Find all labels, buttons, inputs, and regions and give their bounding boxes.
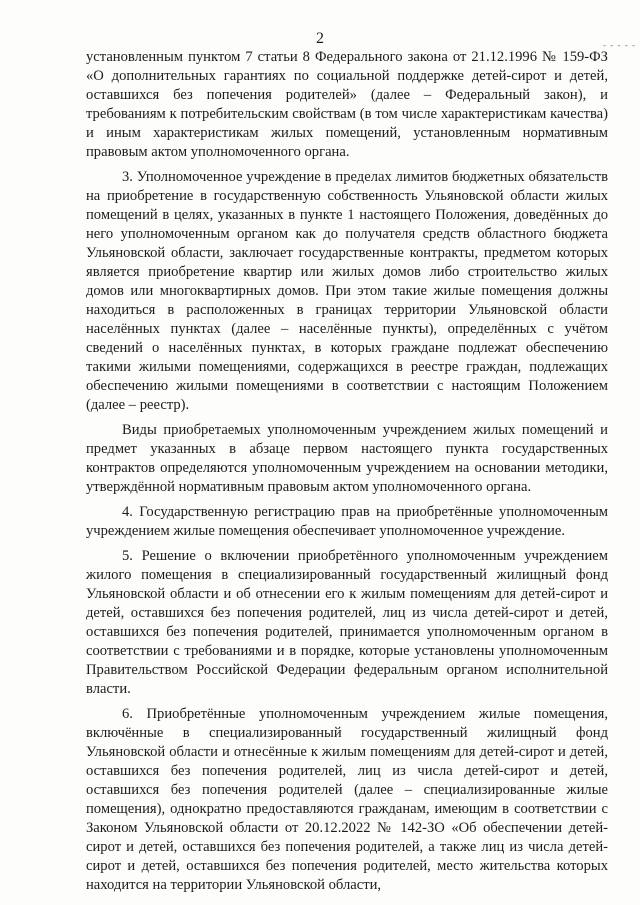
document-body	[86, 48, 608, 895]
edge-mark: - - - - -	[603, 40, 636, 50]
paragraph-item-4: 4. Государственную регистрацию прав на приобретённые уполномоченным учреждением жилые помещения обеспечивает уполномоченное учреждение.	[86, 504, 608, 539]
paragraph-item-3-second: Виды приобретаемых уполномоченным учреждением жилых помещений и предмет указанных в абзаце первом настоящего пункта государственных контрактов определяются уполномоченным учреждением на основании методики, утверждённой нормативным правовым актом уполномоченного органа.	[86, 422, 608, 495]
paragraph-item-6: 6. Приобретённые уполномоченным учреждением жилые помещения, включённые в специализированный государственный жилищный фонд Ульяновской области и отнесённые к жилым помещениям для детей-сирот и детей, оставшихся без попечения родителей, лиц из числа детей-сирот и детей, оставшихся без попечения родителей (далее – специализированные жилые помещения), однократно предоставляются гражданам, имеющим в соответствии с Законом Ульяновской области от 20.12.2022 № 142-ЗО «Об обеспечении детей-сирот и детей, оставшихся без попечения родителей, а также лиц из числа детей-сирот и детей, оставшихся без попечения родителей, место жительства которых находится на территории Ульяновской области,	[86, 706, 608, 893]
paragraph-item-5: 5. Решение о включении приобретённого уполномоченным учреждением жилого помещения в специализированный государственный жилищный фонд Ульяновской области и об отнесении его к жилым помещениям для детей-сирот и детей, оставшихся без попечения родителей, лиц из числа детей-сирот и детей, оставшихся без попечения родителей, принимается уполномоченным органом в соответствии с требованиями и в порядке, которые установлены уполномоченным Правительством Российской Федерации федеральным органом исполнительной власти.	[86, 548, 608, 697]
paragraph-item-3: 3. Уполномоченное учреждение в пределах лимитов бюджетных обязательств на приобретение в государственную собственность Ульяновской области жилых помещений в целях, указанных в пункте 1 настоящего Положения, доведённых до него уполномоченным органом как до получателя средств областного бюджета Ульяновской области, заключает государственные контракты, предметом которых является приобретение квартир или жилых домов либо строительство жилых домов или многоквартирных домов. При этом такие жилые помещения должны находиться в расположенных в границах территории Ульяновской области населённых пунктах (далее – населённые пункты), определённых с учётом сведений о населённых пунктах, в которых граждане подлежат обеспечению такими жилыми помещениями, содержащихся в реестре граждан, подлежащих обеспечению жилыми помещениями в соответствии с настоящим Положением (далее – реестр).	[86, 169, 608, 413]
page-number: 2	[316, 30, 324, 47]
paragraph-continuation: установленным пунктом 7 статьи 8 Федерального закона от 21.12.1996 № 159-ФЗ «О дополнительных гарантиях по социальной поддержке детей-сирот и детей, оставшихся без попечения родителей» (далее – Федеральный закон), и требованиям к потребительским свойствам (в том числе характеристикам качества) и иным характеристикам жилых помещений, установленным нормативным правовым актом уполномоченного органа.	[86, 49, 608, 160]
